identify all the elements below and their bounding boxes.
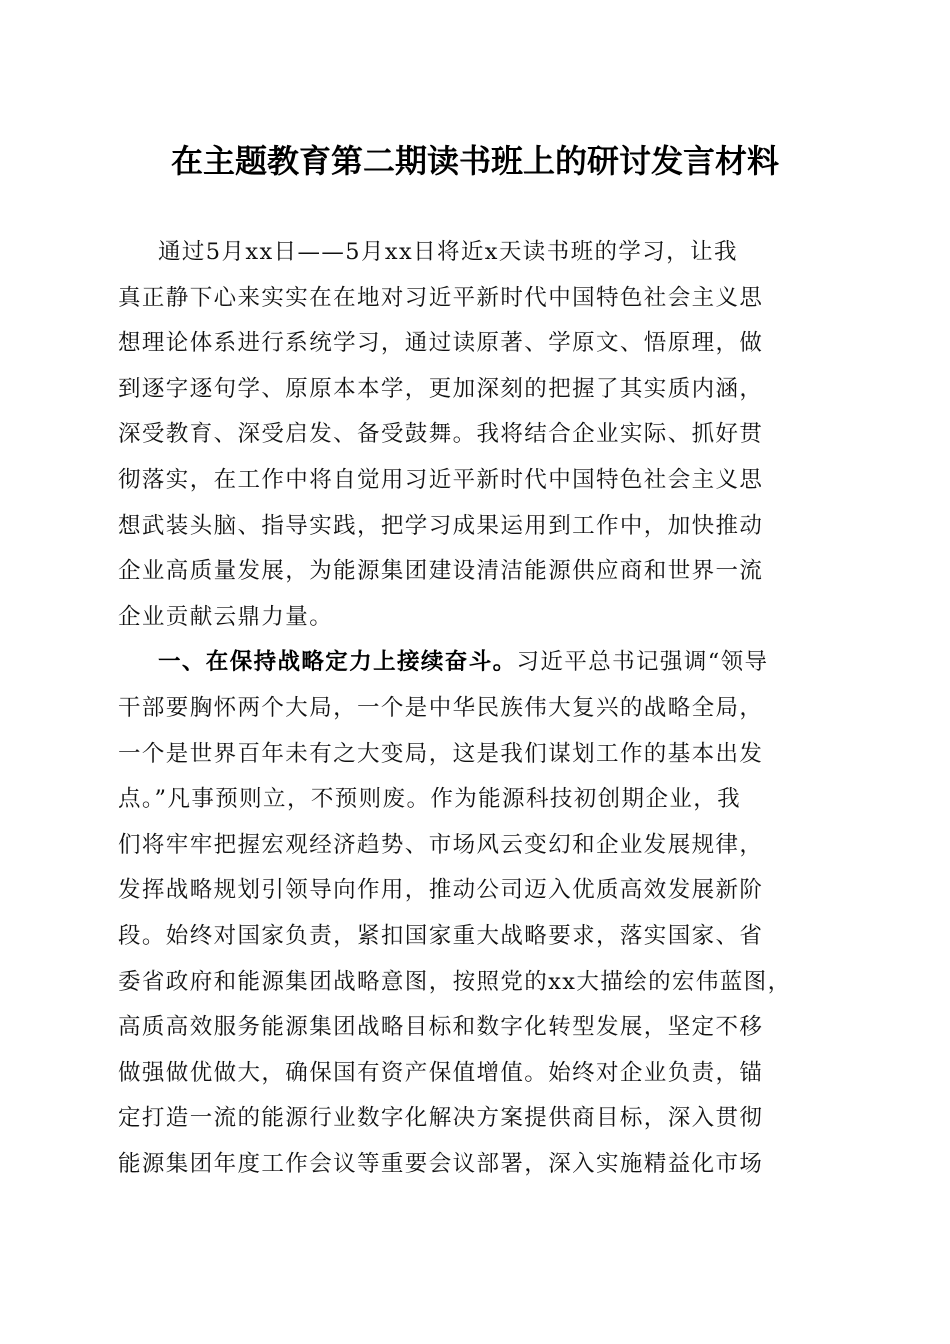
- document-title: 在主题教育第二期读书班上的研讨发言材料: [170, 142, 779, 180]
- intro-line-8: 企业高质量发展，为能源集团建设清洁能源供应商和世界一流: [118, 558, 764, 585]
- intro-line-2: 真正静下心来实实在在地对习近平新时代中国特色社会主义思: [118, 284, 764, 311]
- section1-heading: 一、在保持战略定力上接续奋斗。: [158, 649, 517, 676]
- intro-line-1: 通过5月xx日——5月xx日将近x天读书班的学习，让我: [158, 239, 738, 265]
- section1-line-5: 们将牢牢把握宏观经济趋势、市场风云变幻和企业发展规律，: [118, 831, 764, 858]
- document-body: [118, 230, 830, 1187]
- intro-line-5: 深受教育、深受启发、备受鼓舞。我将结合企业实际、抓好贯: [118, 421, 764, 448]
- section1-line-8: 委省政府和能源集团战略意图，按照党的xx大描绘的宏伟蓝图，: [118, 968, 792, 995]
- section1-line-4: 点。”凡事预则立，不预则废。作为能源科技初创期企业，我: [118, 786, 742, 813]
- section1-line-6: 发挥战略规划引领导向作用，推动公司迈入优质高效发展新阶: [118, 877, 764, 904]
- section1-line-10: 做强做优做大，确保国有资产保值增值。始终对企业负责，锚: [118, 1059, 764, 1086]
- section1-first-line: [118, 640, 830, 686]
- section1-line-7: 段。始终对国家负责，紧扣国家重大战略要求，落实国家、省: [118, 922, 764, 949]
- section1-line-11: 定打造一流的能源行业数字化解决方案提供商目标，深入贯彻: [118, 1105, 764, 1132]
- intro-line-9: 企业贡献云鼎力量。: [118, 603, 334, 630]
- intro-line-7: 想武装头脑、指导实践，把学习成果运用到工作中，加快推动: [118, 512, 764, 539]
- section1-line-12: 能源集团年度工作会议等重要会议部署，深入实施精益化市场: [118, 1150, 764, 1177]
- section1-line-9: 高质高效服务能源集团战略目标和数字化转型发展，坚定不移: [118, 1014, 764, 1041]
- intro-line-3: 想理论体系进行系统学习，通过读原著、学原文、悟原理，做: [118, 330, 764, 357]
- section1-line-3: 一个是世界百年未有之大变局，这是我们谋划工作的基本出发: [118, 740, 764, 767]
- intro-line-4: 到逐字逐句学、原原本本学，更加深刻的把握了其实质内涵，: [118, 375, 764, 402]
- intro-line-6: 彻落实，在工作中将自觉用习近平新时代中国特色社会主义思: [118, 466, 764, 493]
- section1-line-2: 干部要胸怀两个大局，一个是中华民族伟大复兴的战略全局，: [118, 694, 764, 721]
- section1-first-line-text: 习近平总书记强调“领导: [516, 649, 769, 676]
